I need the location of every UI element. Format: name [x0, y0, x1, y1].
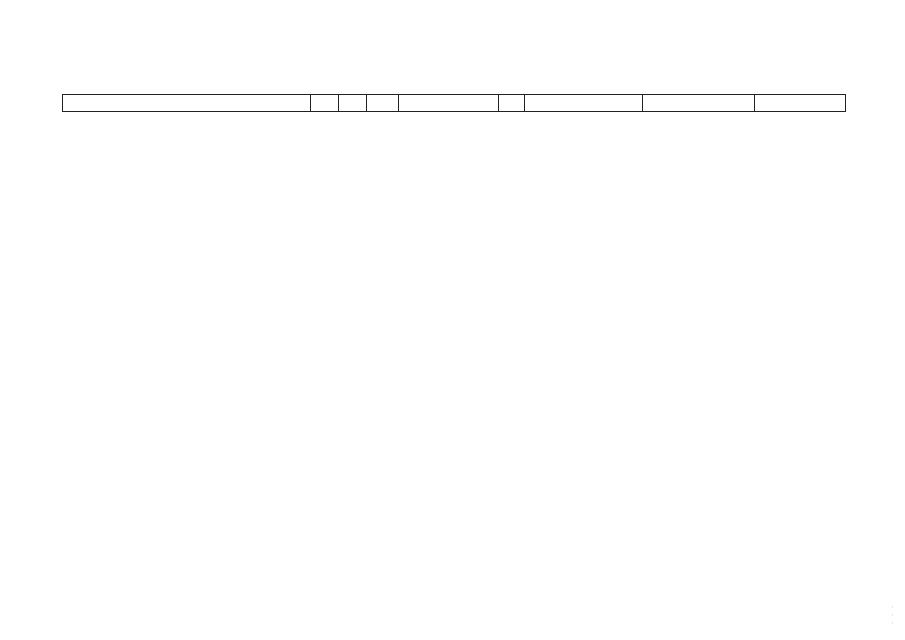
header-col-4 [367, 95, 399, 111]
header-col-3 [339, 95, 367, 111]
table-header [62, 94, 846, 112]
header-col-8 [643, 95, 755, 111]
header-col-6 [499, 95, 525, 111]
scan-artifact: · · · [891, 603, 894, 628]
header-col-1 [63, 95, 311, 111]
header-col-5 [399, 95, 499, 111]
header-col-7 [525, 95, 643, 111]
header-col-2 [311, 95, 339, 111]
header-col-9 [755, 95, 845, 111]
